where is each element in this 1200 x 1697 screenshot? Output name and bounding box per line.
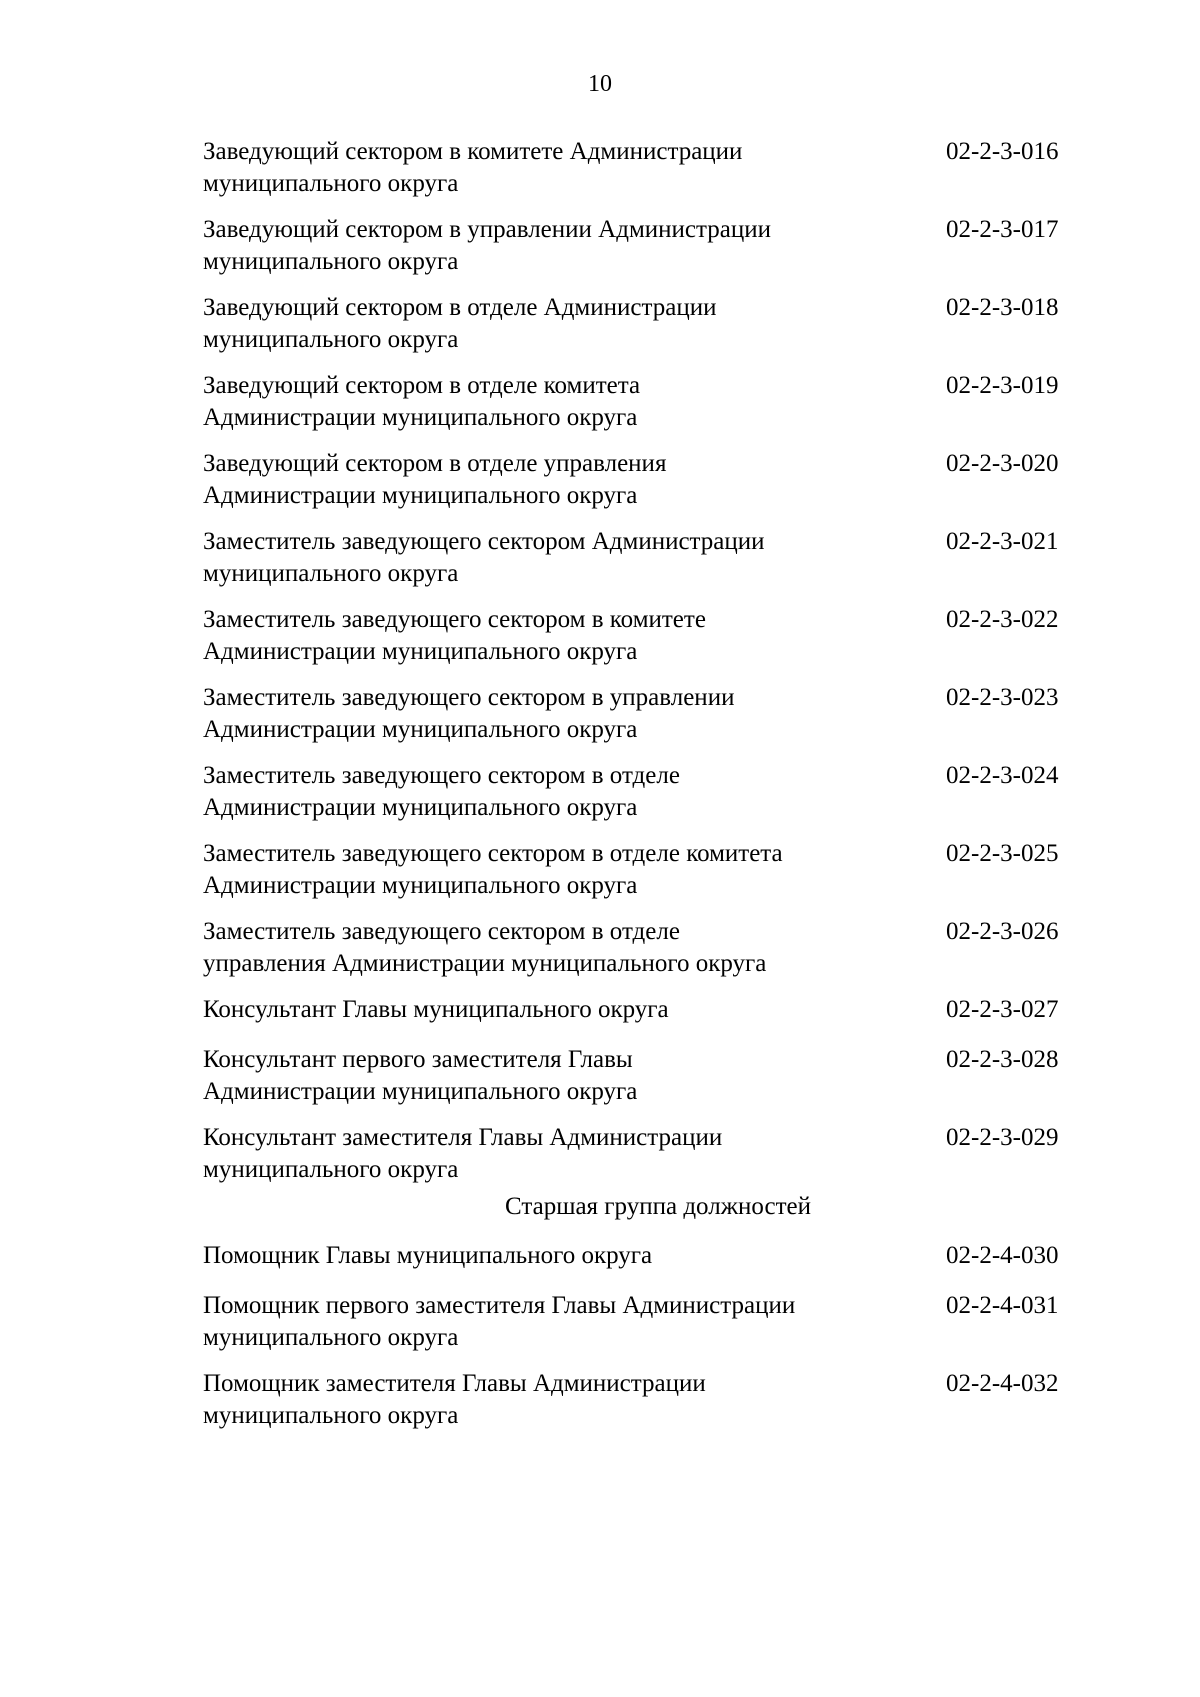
position-title-line: муниципального округа [203,170,459,197]
position-title [203,1368,903,1432]
page-number: 10 [588,71,612,97]
position-title [203,214,903,278]
position-title [203,136,903,200]
position-code: 02-2-3-024 [946,762,1059,789]
position-title-line: Заместитель заведующего сектором Администрации [203,528,765,555]
position-row [0,214,1200,292]
position-list [0,136,1200,1446]
position-title-line: Администрации муниципального округа [203,872,638,899]
position-title-line: Заведующий сектором в отделе Администрации [203,294,717,321]
position-code: 02-2-3-026 [946,918,1059,945]
position-title [203,448,903,512]
position-code: 02-2-3-018 [946,294,1059,321]
position-row [0,292,1200,370]
position-title [203,526,903,590]
position-title-line: муниципального округа [203,1156,459,1183]
position-row [0,1044,1200,1122]
position-row [0,604,1200,682]
position-title-line: Заместитель заведующего сектором в отделе [203,918,680,945]
position-title [203,1290,903,1354]
position-code: 02-2-3-017 [946,216,1059,243]
position-title-line: Администрации муниципального округа [203,1078,638,1105]
position-title-line: Заместитель заведующего сектором в отделе [203,762,680,789]
position-title-line: муниципального округа [203,248,459,275]
position-title [203,1240,903,1272]
position-code: 02-2-4-032 [946,1370,1059,1397]
position-title [203,916,903,980]
position-title-line: Администрации муниципального округа [203,482,638,509]
position-title [203,292,903,356]
position-group-1 [0,136,1200,1209]
position-title-line: муниципального округа [203,326,459,353]
position-code: 02-2-3-019 [946,372,1059,399]
group-heading: Старшая группа должностей [505,1193,811,1220]
position-code: 02-2-3-027 [946,996,1059,1023]
position-title-line: Консультант первого заместителя Главы [203,1046,633,1073]
position-title-line: Помощник заместителя Главы Администрации [203,1370,706,1397]
position-title-line: Администрации муниципального округа [203,404,638,431]
position-row [0,1290,1200,1368]
position-title [203,1044,903,1108]
position-code: 02-2-3-022 [946,606,1059,633]
position-row [0,838,1200,916]
position-row [0,994,1200,1044]
position-row [0,760,1200,838]
position-row [0,1240,1200,1290]
position-title-line: Администрации муниципального округа [203,794,638,821]
position-title-line: муниципального округа [203,560,459,587]
position-title-line: управления Администрации муниципального округа [203,950,767,977]
position-title-line: Заведующий сектором в отделе управления [203,450,667,477]
position-title [203,1122,903,1186]
position-title-line: муниципального округа [203,1324,459,1351]
position-title-line: Заведующий сектором в управлении Администрации [203,216,771,243]
position-title [203,604,903,668]
position-title-line: Заведующий сектором в комитете Администрации [203,138,743,165]
position-row [0,526,1200,604]
position-row [0,682,1200,760]
position-title-line: Заведующий сектором в отделе комитета [203,372,641,399]
position-title-line: Заместитель заведующего сектором в отделе комитета [203,840,783,867]
position-title [203,838,903,902]
position-row [0,136,1200,214]
position-code: 02-2-3-016 [946,138,1059,165]
position-title [203,370,903,434]
position-row [0,916,1200,994]
position-title-line: Администрации муниципального округа [203,716,638,743]
position-title-line: Помощник Главы муниципального округа [203,1242,653,1269]
position-row [0,1122,1200,1209]
position-title [203,682,903,746]
position-row [0,448,1200,526]
position-title [203,760,903,824]
position-title-line: муниципального округа [203,1402,459,1429]
position-code: 02-2-4-030 [946,1242,1059,1269]
position-code: 02-2-3-023 [946,684,1059,711]
position-title-line: Заместитель заведующего сектором в комитете [203,606,706,633]
position-row [0,1368,1200,1446]
position-title [203,994,903,1026]
position-code: 02-2-3-028 [946,1046,1059,1073]
position-code: 02-2-4-031 [946,1292,1059,1319]
position-row [0,370,1200,448]
position-group-2 [0,1240,1200,1446]
position-code: 02-2-3-025 [946,840,1059,867]
position-title-line: Консультант заместителя Главы Администрации [203,1124,723,1151]
position-code: 02-2-3-029 [946,1124,1059,1151]
position-title-line: Помощник первого заместителя Главы Администрации [203,1292,796,1319]
position-code: 02-2-3-021 [946,528,1059,555]
position-title-line: Заместитель заведующего сектором в управлении [203,684,735,711]
position-title-line: Консультант Главы муниципального округа [203,996,669,1023]
position-title-line: Администрации муниципального округа [203,638,638,665]
position-code: 02-2-3-020 [946,450,1059,477]
